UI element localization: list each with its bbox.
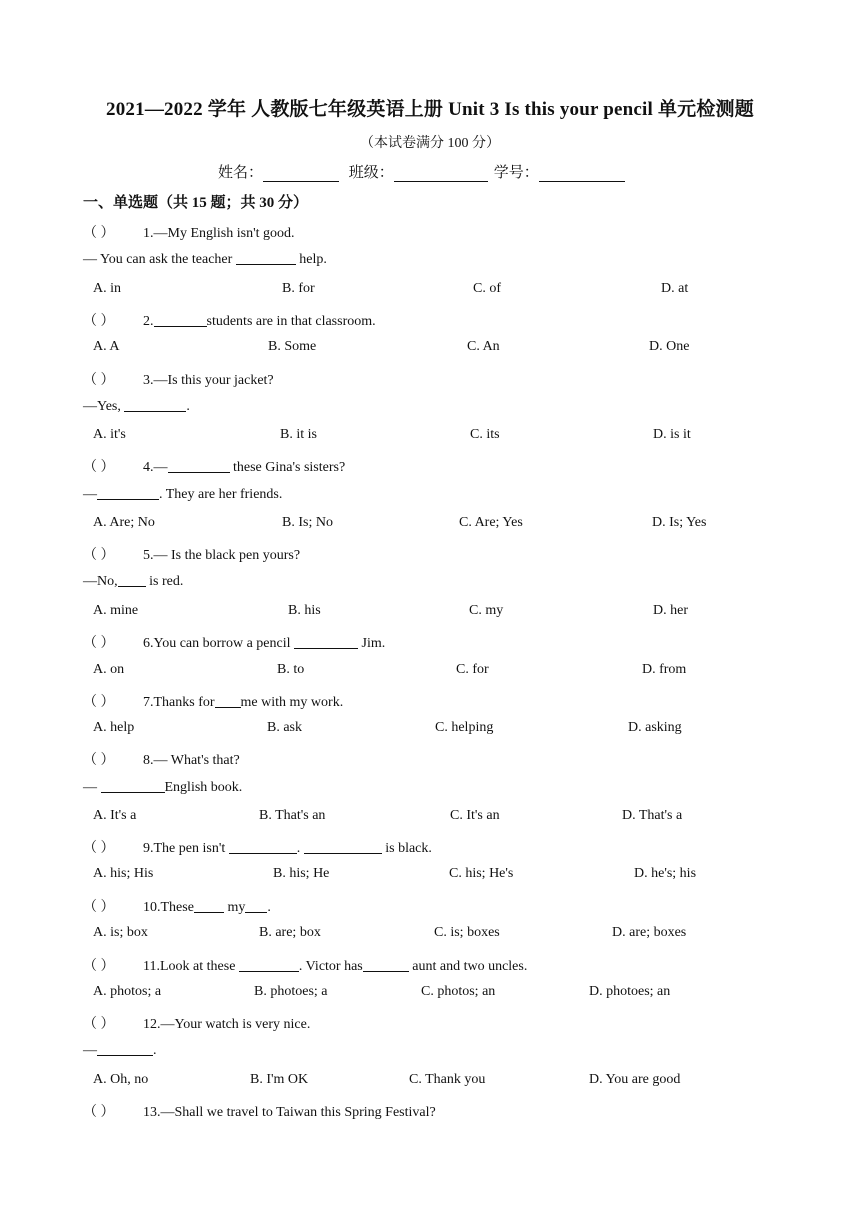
question-10-option-d[interactable]: D. are; boxes: [612, 925, 687, 940]
question-7-option-d[interactable]: D. asking: [628, 720, 682, 735]
question-2-option-a[interactable]: A. A: [93, 339, 120, 354]
question-7-option-b[interactable]: B. ask: [267, 720, 302, 735]
answer-blank: [118, 573, 146, 587]
answer-paren[interactable]: （ ）: [83, 460, 115, 475]
question-8-stem: （ ） 8.— What's that?: [83, 749, 240, 769]
name-field[interactable]: [263, 166, 339, 182]
question-1-option-c[interactable]: C. of: [473, 281, 501, 296]
question-2-option-c[interactable]: C. An: [467, 339, 500, 354]
question-5-option-c[interactable]: C. my: [469, 603, 504, 618]
answer-paren[interactable]: （ ）: [83, 1017, 115, 1032]
question-3-line2: —Yes, .: [83, 399, 190, 414]
question-5-option-b[interactable]: B. his: [288, 603, 321, 618]
answer-blank: [294, 635, 358, 649]
answer-blank: [239, 958, 299, 972]
question-5-stem: （ ） 5.— Is the black pen yours?: [83, 544, 300, 564]
question-3-option-c[interactable]: C. its: [470, 427, 500, 442]
answer-paren[interactable]: （ ）: [83, 695, 115, 710]
question-1-option-d[interactable]: D. at: [661, 281, 689, 296]
exam-title: 2021—2022 学年 人教版七年级英语上册 Unit 3 Is this your pencil 单元检测题: [106, 99, 754, 120]
answer-paren[interactable]: （ ）: [83, 636, 115, 651]
question-9-option-d[interactable]: D. he's; his: [634, 866, 697, 881]
question-10-option-c[interactable]: C. is; boxes: [434, 925, 500, 940]
answer-paren[interactable]: （ ）: [83, 900, 115, 915]
question-5-line2: —No, is red.: [83, 574, 184, 589]
answer-blank: [236, 251, 296, 265]
question-2-stem: （ ） 2. students are in that classroom.: [83, 310, 376, 330]
question-8-option-d[interactable]: D. That's a: [622, 808, 683, 823]
question-8-option-b[interactable]: B. That's an: [259, 808, 326, 823]
answer-paren[interactable]: （ ）: [83, 373, 115, 388]
class-field[interactable]: [394, 166, 488, 182]
id-label: 学号：: [493, 165, 539, 181]
question-9-stem: （ ） 9.The pen isn't . is black.: [83, 837, 432, 857]
answer-blank: [215, 694, 241, 708]
question-2-option-d[interactable]: D. One: [649, 339, 690, 354]
student-info-line: [218, 161, 631, 182]
question-6-option-c[interactable]: C. for: [456, 662, 489, 677]
name-label: 姓名：: [218, 165, 264, 181]
question-12-option-b[interactable]: B. I'm OK: [250, 1072, 309, 1087]
question-2-option-b[interactable]: B. Some: [268, 339, 317, 354]
question-7-option-a[interactable]: A. help: [93, 720, 135, 735]
question-7-stem: （ ） 7.Thanks for me with my work.: [83, 691, 343, 711]
question-1-option-a[interactable]: A. in: [93, 281, 121, 296]
question-5-option-d[interactable]: D. her: [653, 603, 688, 618]
answer-blank: [97, 486, 159, 500]
answer-blank: [304, 840, 382, 854]
answer-blank: [101, 779, 165, 793]
answer-paren[interactable]: （ ）: [83, 226, 115, 241]
question-11-stem: （ ） 11.Look at these . Victor has aunt and two uncles.: [83, 955, 527, 975]
answer-blank: [245, 899, 267, 913]
question-4-line2: — . They are her friends.: [83, 487, 283, 502]
question-8-line2: — English book.: [83, 780, 243, 795]
answer-blank: [154, 313, 207, 327]
question-4-option-c[interactable]: C. Are; Yes: [459, 515, 523, 530]
id-field[interactable]: [539, 166, 625, 182]
section-heading: 一、单选题（共 15 题；共 30 分）: [83, 195, 309, 211]
question-10-stem: （ ） 10.These my .: [83, 896, 271, 916]
question-11-option-a[interactable]: A. photos; a: [93, 984, 162, 999]
question-8-option-c[interactable]: C. It's an: [450, 808, 500, 823]
question-6-option-d[interactable]: D. from: [642, 662, 687, 677]
question-10-option-b[interactable]: B. are; box: [259, 925, 321, 940]
question-6-option-b[interactable]: B. to: [277, 662, 305, 677]
answer-paren[interactable]: （ ）: [83, 314, 115, 329]
question-11-option-c[interactable]: C. photos; an: [421, 984, 496, 999]
question-12-stem: （ ） 12.—Your watch is very nice.: [83, 1013, 310, 1033]
class-label: 班级：: [348, 165, 394, 181]
question-8-option-a[interactable]: A. It's a: [93, 808, 137, 823]
question-10-option-a[interactable]: A. is; box: [93, 925, 148, 940]
question-1-stem: （ ） 1.—My English isn't good.: [83, 222, 294, 242]
question-11-option-d[interactable]: D. photoes; an: [589, 984, 671, 999]
question-3-option-a[interactable]: A. it's: [93, 427, 126, 442]
answer-blank: [363, 958, 409, 972]
question-12-line2: — .: [83, 1043, 157, 1058]
question-1-line2: — You can ask the teacher help.: [83, 252, 327, 267]
question-3-option-b[interactable]: B. it is: [280, 427, 317, 442]
question-7-option-c[interactable]: C. helping: [435, 720, 494, 735]
answer-paren[interactable]: （ ）: [83, 753, 115, 768]
question-13-stem: （ ） 13.—Shall we travel to Taiwan this Spring Festival?: [83, 1101, 436, 1121]
question-9-option-c[interactable]: C. his; He's: [449, 866, 514, 881]
question-4-stem: （ ） 4.— these Gina's sisters?: [83, 456, 345, 476]
answer-paren[interactable]: （ ）: [83, 548, 115, 563]
answer-blank: [124, 398, 186, 412]
question-12-option-a[interactable]: A. Oh, no: [93, 1072, 149, 1087]
question-4-option-b[interactable]: B. Is; No: [282, 515, 333, 530]
question-9-option-b[interactable]: B. his; He: [273, 866, 330, 881]
question-4-option-a[interactable]: A. Are; No: [93, 515, 155, 530]
question-3-stem: （ ） 3.—Is this your jacket?: [83, 369, 274, 389]
question-11-option-b[interactable]: B. photoes; a: [254, 984, 328, 999]
question-12-option-d[interactable]: D. You are good: [589, 1072, 681, 1087]
answer-blank: [229, 840, 297, 854]
answer-paren[interactable]: （ ）: [83, 1105, 115, 1120]
answer-paren[interactable]: （ ）: [83, 959, 115, 974]
question-6-option-a[interactable]: A. on: [93, 662, 125, 677]
question-5-option-a[interactable]: A. mine: [93, 603, 139, 618]
answer-blank: [168, 459, 230, 473]
question-1-option-b[interactable]: B. for: [282, 281, 315, 296]
answer-paren[interactable]: （ ）: [83, 841, 115, 856]
question-6-stem: （ ） 6.You can borrow a pencil Jim.: [83, 632, 385, 652]
exam-subtitle: （本试卷满分 100 分）: [360, 136, 500, 151]
question-3-option-d[interactable]: D. is it: [653, 427, 691, 442]
answer-blank: [97, 1042, 153, 1056]
answer-blank: [194, 899, 224, 913]
question-12-option-c[interactable]: C. Thank you: [409, 1072, 486, 1087]
question-4-option-d[interactable]: D. Is; Yes: [652, 515, 707, 530]
question-9-option-a[interactable]: A. his; His: [93, 866, 154, 881]
